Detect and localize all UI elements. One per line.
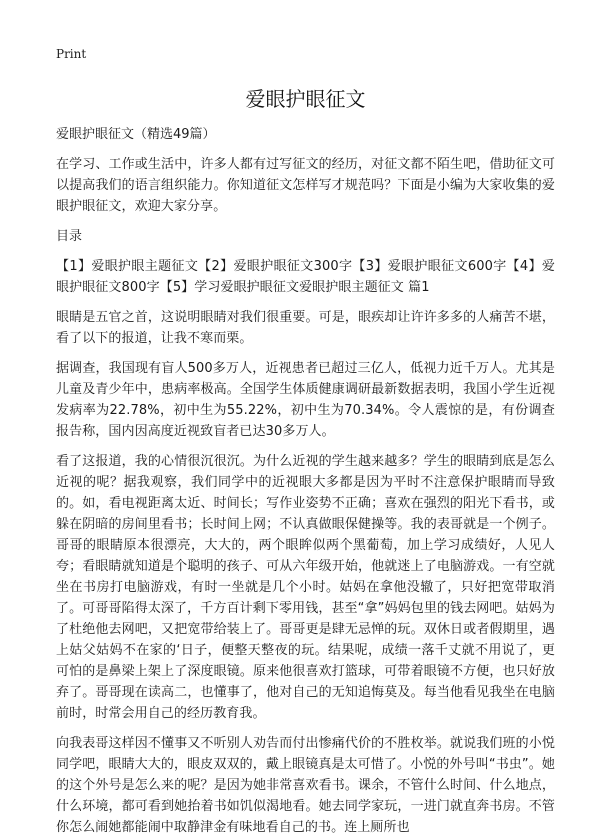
intro-paragraph: 在学习、工作或生活中，许多人都有过写征文的经历，对征文都不陌生吧，借助征文可以提高我们的语言组织能力。你知道征文怎样写才规范吗？下面是小编为大家收集的爱眼护眼征文，欢迎大家分享。 [56, 157, 555, 214]
body-paragraph-1: 眼睛是五官之首，这说明眼睛对我们很重要。可是，眼疾却让许许多多的人痛苦不堪，看了以下的报道，让我不寒而栗。 [56, 310, 555, 346]
article-body [56, 154, 555, 838]
toc-heading: 目录 [56, 229, 83, 244]
page-title: 爱眼护眼征文 [245, 87, 366, 111]
body-paragraph-2: 据调查，我国现有盲人500多万人，近视患者已超过三亿人，低视力近千万人。尤其是儿童及青少年中，患病率极高。全国学生体质健康调研最新数据表明，我国小学生近视发病率为22.78%，初中生为55.22%，初中生为70.34%。令人震惊的是，有份调查报告称，国内因高度近视致盲者已达30多万人。 [56, 361, 555, 439]
print-link[interactable]: Print [56, 47, 87, 61]
body-paragraph-3: 看了这报道，我的心情很沉很沉。为什么近视的学生越来越多？学生的眼睛到底是怎么近视的呢？据我观察，我们同学中的近视眼大多都是因为平时不注意保护眼睛而导致的。如，看电视距离太近、时间长；写作业姿势不正确；喜欢在强烈的阳光下看书，或躲在阴暗的房间里看书；长时间上网；不认真做眼保健操等。我的表哥就是一个例子。哥哥的眼睛原本很漂亮，大大的，两个眼眸似两个黑葡萄，加上学习成绩好，人见人夸；看眼睛就知道是个聪明的孩子、可从六年级开始，他就迷上了电脑游戏。一有空就坐在书房打电脑游戏，有时一坐就是几个小时。姑妈在拿他没辙了，只好把宽带取消了。可哥哥陷得太深了，千方百计剩下零用钱，甚至“拿”妈妈包里的钱去网吧。姑妈为了杜绝他去网吧，又把宽带给装上了。哥哥更是肆无忌惮的玩。双休日或者假期里，遇上姑父姑妈不在家的‘日子，便整天整夜的玩。结果呢，成绩一落千丈就不用说了，更可怕的是鼻梁上架上了深度眼镜。原来他很喜欢打篮球，可带着眼镜不方便，也只好放弃了。哥哥现在读高二，也懂事了，他对自己的无知追悔莫及。每当他看见我坐在电脑前时，时常会用自己的经历教育我。 [56, 454, 555, 721]
body-paragraph-4: 向我表哥这样因不懂事又不听别人劝告而付出惨痛代价的不胜枚举。就说我们班的小悦同学吧，眼睛大大的，眼皮双双的，戴上眼镜真是太可惜了。小悦的外号叫“书虫”。她的这个外号是怎么来的呢？是因为她非常喜欢看书。课余，不管什么时间、什么地点，什么环境，都可看到她抬着书如饥似渴地看。她去同学家玩，一进门就直奔书房。不管你怎么闹她都能闹中取静津金有味地看自己的书。连上厕所也 [56, 736, 555, 835]
table-of-contents: 【1】爱眼护眼主题征文【2】爱眼护眼征文300字【3】爱眼护眼征文600字【4】爱眼护眼征文800字【5】学习爱眼护眼征文爱眼护眼主题征文 篇1 [56, 259, 555, 295]
article-subtitle: 爱眼护眼征文（精选49篇） [56, 127, 216, 142]
